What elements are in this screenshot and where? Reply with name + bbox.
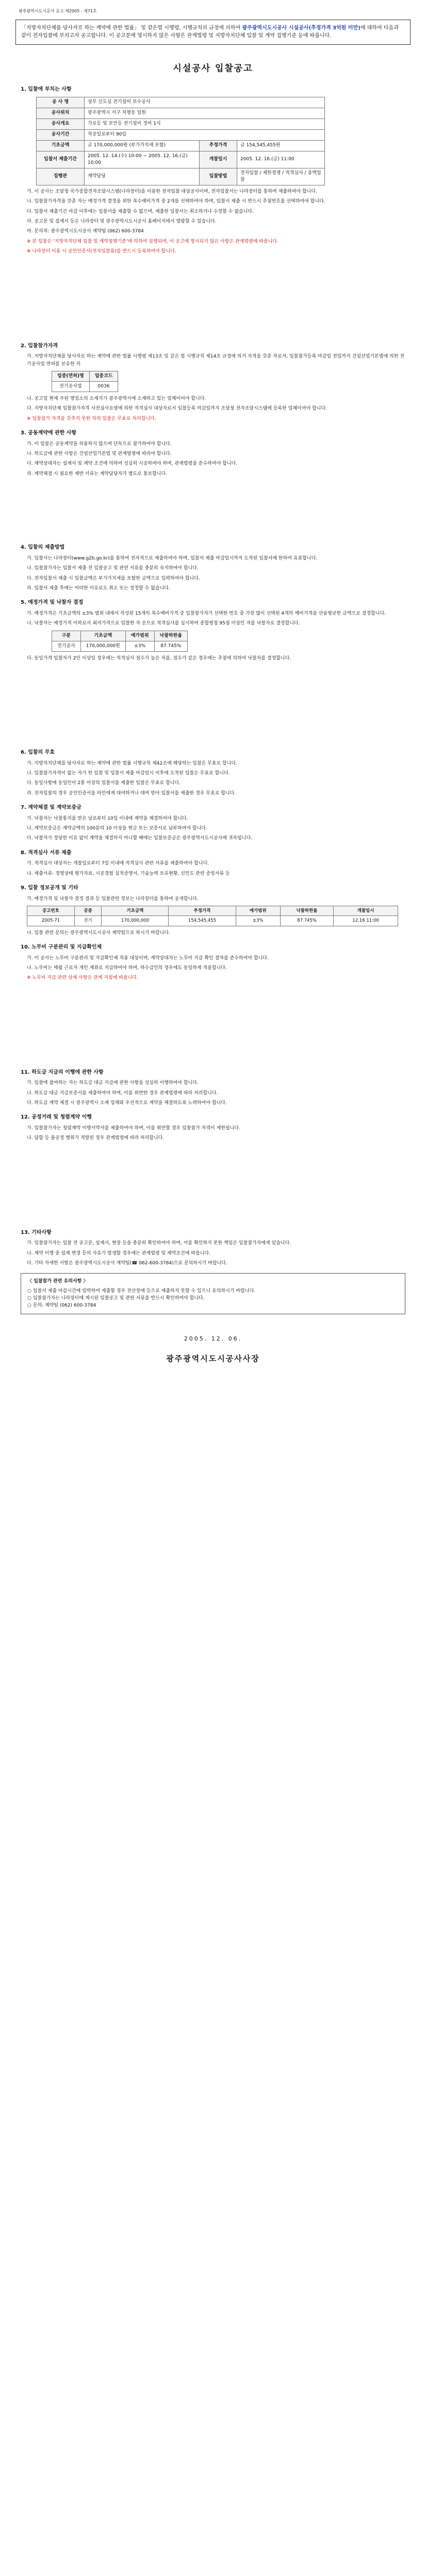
section-5 — [21, 599, 405, 662]
table-cell: ±3% — [236, 916, 280, 926]
column-header: 업종코드 — [89, 371, 118, 381]
lead-text-b: 에 대하여 다음과 같이 전자입찰에 부치고자 공고합니다. 이 공고문에 명시하지 않은 사항은 관계법령 및 지방자치단체 입찰 및 계약 집행기준 등에 따릅니다. — [21, 25, 399, 39]
s6-item: 다. 동일사항에 동일인이 2통 이상의 입찰서를 제출한 입찰은 무효로 합니다. — [27, 781, 181, 786]
cell-key: 공사개요 — [37, 118, 85, 129]
notice-box — [21, 1273, 405, 1314]
column-header: 예가범위 — [236, 906, 280, 916]
s7-item: 나. 계약보증금은 계약금액의 100분의 10 이상을 현금 또는 보증서로 납부하여야 합니다. — [27, 826, 207, 832]
table-cell: 전기공사 — [52, 641, 81, 651]
document-title: 시설공사 입찰공고 — [173, 63, 253, 74]
section-10 — [21, 944, 405, 982]
s13-item: 가. 입찰참가자는 입찰 전 공고문, 설계서, 현장 등을 충분히 확인하여야 하며, 이를 확인하지 못한 책임은 입찰참가자에게 있습니다. — [27, 1241, 291, 1246]
table-row — [52, 381, 118, 392]
s1-red-note: ※ 나라장터 이용 시 공인인증서(전자입찰용)를 반드시 등록하여야 합니다. — [27, 249, 176, 255]
s1-note: 라. 공고문 및 설계서 등은 나라장터 및 광주광역시도시공사 홈페이지에서 열람할 수 있습니다. — [27, 219, 217, 225]
table-row — [37, 151, 325, 168]
cell-key: 개찰일시 — [199, 151, 237, 168]
column-header: 공고번호 — [27, 906, 75, 916]
table-cell: 0036 — [89, 381, 118, 392]
s1-red-note: ※ 본 입찰은 ‘지방자치단체 입찰 및 계약집행기준’에 의하여 집행되며, 이 공고에 명시되지 않은 사항은 관계법령에 따릅니다. — [27, 239, 278, 244]
section-6 — [21, 749, 405, 797]
s6-item: 나. 입찰참가자격이 없는 자가 한 입찰 및 입찰서 제출 마감일시 이후에 도착된 입찰은 무효로 합니다. — [27, 770, 230, 776]
lead-text-a: 「지방자치단체를 당사자로 하는 계약에 관한 법률」 및 같은법 시행령, 시행규칙의 규정에 의하여 — [21, 25, 242, 31]
cell-key: 입찰서 제출기간 — [37, 151, 85, 168]
column-header: 예가범위 — [125, 631, 154, 641]
section-13-heading: 13. 기타사항 — [21, 1229, 52, 1235]
license-table — [52, 371, 118, 392]
section-8 — [21, 850, 405, 877]
column-header: 낙찰하한율 — [154, 631, 187, 641]
footer-date: 2005. 12. 06. — [184, 1335, 242, 1342]
s8-item: 가. 적격심사 대상자는 개찰일로부터 7일 이내에 적격심사 관련 서류를 제출하여야 합니다. — [27, 861, 209, 867]
table-cell: 87.745% — [154, 641, 187, 651]
table-row — [37, 168, 325, 185]
notice-number: 광주광역시도시공사 공고 제2005 - 제71호 — [19, 9, 97, 13]
section-10-heading: 10. 노무비 구분관리 및 지급확인제 — [21, 944, 102, 951]
column-header: 구분 — [52, 631, 81, 641]
s3-item: 가. 이 입찰은 공동계약을 허용하지 않으며 단독으로 참가하여야 합니다. — [27, 441, 172, 447]
s3-item: 나. 하도급에 관한 사항은 건설산업기본법 및 관계법령에 따라야 합니다. — [27, 451, 172, 457]
cell-value: 전자입찰 / 제한경쟁 / 적격심사 / 총액입찰 — [237, 168, 324, 185]
s9-item: 가. 예정가격 및 낙찰자 결정 결과 등 입찰관련 정보는 나라장터를 통하여 공개합니다. — [27, 896, 199, 902]
cell-value: 가로등 및 보안등 전기설비 정비 1식 — [85, 118, 325, 129]
section-4-heading: 4. 입찰의 제출방법 — [21, 545, 65, 551]
section-2 — [21, 343, 405, 423]
table-cell: 2005-71 — [27, 916, 75, 926]
notice-box-line: ○ 입찰서 제출 마감시간에 임박하여 제출할 경우 전산장애 등으로 제출하지 못할 수 있으니 유의하시기 바랍니다. — [27, 1288, 255, 1294]
s2-item: 가. 지방자치단체를 당사자로 하는 계약에 관한 법률 시행령 제13조 및 같은 법 시행규칙 제14조 규정에 의거 자격을 갖춘 자로서, 입찰참가등록 마감일 전일까지 건설산업기본법에 의한 전기공사업 면허를 보유한 자 — [27, 354, 404, 367]
s2-red-note: ※ 입찰참가 자격을 갖추지 못한 자의 입찰은 무효로 처리합니다. — [27, 416, 156, 421]
section-11 — [21, 1069, 405, 1107]
table-cell: 전기 — [74, 916, 101, 926]
s5-item: 다. 동일가격 입찰자가 2인 이상일 경우에는 적격심사 점수가 높은 자를, 점수가 같은 경우에는 추첨에 의하여 낙찰자를 결정합니다. — [27, 655, 291, 661]
notice-box-title: 〈 입찰참가 관련 유의사항 〉 — [27, 1279, 88, 1284]
s12-item: 가. 입찰참가자는 청렴계약 이행서약서를 제출하여야 하며, 이를 위반할 경우 입찰참가 자격이 제한됩니다. — [27, 1125, 240, 1131]
column-header: 기초금액 — [102, 906, 169, 916]
cell-key: 공사기간 — [37, 129, 85, 140]
estimate-table — [52, 631, 188, 652]
cell-value: 금 154,545,455원 — [237, 140, 324, 151]
section-1 — [21, 86, 405, 255]
s11-item: 가. 입찰에 참여하는 자는 하도급 대금 지급에 관한 사항을 성실히 이행하여야 합니다. — [27, 1080, 199, 1086]
footer-organization: 광주광역시도시공사사장 — [166, 1353, 260, 1363]
table-cell: 170,000,000원 — [80, 641, 125, 651]
section-1-heading: 1. 입찰에 부치는 사항 — [21, 87, 72, 93]
table-row — [37, 118, 325, 129]
column-header: 공종 — [74, 906, 101, 916]
table-cell: 전기공사업 — [52, 381, 90, 392]
s13-item: 다. 기타 자세한 사항은 광주광역시도시공사 계약팀(☎ 062-600-3784)으로 문의하시기 바랍니다. — [27, 1260, 227, 1266]
cell-value: 2005. 12. 14.(수) 10:00 ~ 2005. 12. 16.(금) 10:00 — [85, 151, 200, 168]
s7-item: 다. 낙찰자가 정당한 이유 없이 계약을 체결하지 아니할 때에는 입찰보증금은 광주광역시도시공사에 귀속됩니다. — [27, 836, 253, 841]
table-cell: 87.745% — [280, 916, 333, 926]
table-row — [37, 108, 325, 118]
s4-item: 라. 입찰서 제출 후에는 어떠한 이유로도 취소 또는 정정할 수 없습니다. — [27, 585, 170, 591]
section-2-heading: 2. 입찰참가자격 — [21, 343, 58, 349]
column-header: 개찰일시 — [334, 906, 398, 916]
s2-item: 다. 지방자치단체 입찰참가자격 사전심사요령에 의한 적격심사 대상자로서 입찰등록 마감일까지 조달청 전자조달시스템에 등록한 업체이어야 합니다. — [27, 406, 327, 412]
cell-value: 상무 신도심 전기설비 보수공사 — [85, 97, 325, 108]
section-8-heading: 8. 적격심사 서류 제출 — [21, 850, 72, 856]
bid-info-table — [36, 97, 325, 185]
s1-note: 다. 입찰서 제출기간 마감 이후에는 입찰서를 제출할 수 없으며, 제출한 입찰서는 취소하거나 수정할 수 없습니다. — [27, 209, 254, 214]
s10-item: 나. 노무비는 매월 근로자 개인 계좌로 지급하여야 하며, 하수급인의 경우에도 동일하게 적용합니다. — [27, 965, 227, 971]
s3-item: 다. 계약상대자는 설계서 및 계약 조건에 의하여 성실히 시공하여야 하며, 관계법령을 준수하여야 합니다. — [27, 461, 238, 467]
s13-item: 나. 계약 이행 중 설계 변경 등의 사유가 발생할 경우에는 관계법령 및 계약조건에 따릅니다. — [27, 1250, 210, 1256]
cell-value: 계약담당 — [85, 168, 200, 185]
cell-key: 기초금액 — [37, 140, 85, 151]
notice-box-line: ○ 입찰참가자는 나라장터에 게시된 입찰공고 및 관련 서류를 반드시 확인하여야 합니다. — [27, 1296, 205, 1301]
s1-note: 나. 입찰참가자격을 갖춘 자는 예정가격 결정을 위한 복수예비가격 중 2개를 선택하여야 하며, 입찰서 제출 시 반드시 추첨번호를 선택하여야 합니다. — [27, 199, 325, 205]
cell-key: 공사위치 — [37, 108, 85, 118]
cell-value: 광주광역시 서구 치평동 일원 — [85, 108, 325, 118]
s5-item: 가. 예정가격은 기초금액의 ±3% 범위 내에서 작성된 15개의 복수예비가격 중 입찰참가자가 선택한 번호 중 가장 많이 선택된 4개의 예비가격을 산술평균한 금액으로 결정합니다. — [27, 611, 386, 616]
section-11-heading: 11. 하도급 지급의 이행에 관한 사항 — [21, 1069, 104, 1075]
lead-paragraph — [15, 20, 411, 45]
summary-table — [27, 906, 398, 926]
cell-key: 공 사 명 — [37, 97, 85, 108]
s7-item: 가. 낙찰자는 낙찰통지를 받은 날로부터 10일 이내에 계약을 체결하여야 합니다. — [27, 816, 188, 821]
column-header: 업종(면허)명 — [52, 371, 90, 381]
section-4 — [21, 544, 405, 592]
section-3 — [21, 430, 405, 478]
section-7 — [21, 804, 405, 842]
table-row — [37, 129, 325, 140]
cell-value: 금 170,000,000원 (부가가치세 포함) — [85, 140, 200, 151]
s1-note: 마. 문의처: 광주광역시도시공사 계약팀 (062) 600-3784 — [27, 229, 144, 234]
s12-item: 나. 담합 등 불공정 행위가 적발된 경우 관계법령에 따라 처리합니다. — [27, 1136, 165, 1141]
s1-note: 가. 이 공사는 조달청 국가종합전자조달시스템(나라장터)을 이용한 전자입찰 대상공사이며, 전자입찰서는 나라장터를 통하여 제출하여야 합니다. — [27, 189, 317, 194]
s9-item: 나. 입찰 관련 문의는 광주광역시도시공사 계약팀으로 하시기 바랍니다. — [27, 930, 170, 936]
table-row — [52, 641, 188, 651]
column-header: 추정가격 — [169, 906, 236, 916]
s4-item: 다. 전자입찰서 제출 시 입찰금액은 부가가치세를 포함한 금액으로 입력하여야 합니다. — [27, 575, 200, 581]
s10-item: 가. 이 공사는 노무비 구분관리 및 지급확인제 적용 대상이며, 계약상대자는 노무비 지급 확인 절차를 준수하여야 합니다. — [27, 955, 269, 961]
cell-value: 2005. 12. 16.(금) 11:00 — [237, 151, 324, 168]
s2-item: 나. 공고일 현재 주된 영업소의 소재지가 광주광역시에 소재하고 있는 업체이어야 합니다. — [27, 396, 206, 402]
column-header: 기초금액 — [80, 631, 125, 641]
s6-item: 가. 지방자치단체를 당사자로 하는 계약에 관한 법률 시행규칙 제42조에 해당하는 입찰은 무효로 합니다. — [27, 760, 237, 766]
table-cell: ±3% — [125, 641, 154, 651]
section-9-heading: 9. 입찰 정보공개 및 기타 — [21, 885, 78, 891]
section-5-heading: 5. 예정가격 및 낙찰자 결정 — [21, 600, 84, 606]
section-13 — [21, 1229, 405, 1267]
lead-text-highlight: 광주광역시도시공사 시설공사(추정가격 3억원 미만) — [242, 25, 361, 31]
s4-item: 가. 입찰서는 나라장터(www.g2b.go.kr)를 통하여 전자적으로 제출하여야 하며, 입찰서 제출 마감일시까지 도착된 입찰서에 한하여 유효합니다. — [27, 555, 318, 561]
section-12 — [21, 1114, 405, 1142]
table-cell: 12.16 11:00 — [334, 916, 398, 926]
s10-red-note: ※ 노무비 지급 관련 상세 사항은 관계 지침에 따릅니다. — [27, 975, 138, 981]
notice-box-line: ○ 문의: 계약팀 (062) 600-3784 — [27, 1303, 96, 1309]
s5-item: 나. 낙찰자는 예정가격 이하로서 최저가격으로 입찰한 자 순으로 적격심사를 실시하여 종합평점 95점 이상인 자를 낙찰자로 결정합니다. — [27, 621, 300, 626]
section-12-heading: 12. 공정거래 및 청렴계약 이행 — [21, 1114, 92, 1121]
s8-item: 나. 제출서류: 경영상태 평가자료, 시공경험 실적증명서, 기술능력 보유현황, 신인도 관련 증빙서류 등 — [27, 871, 230, 876]
table-row — [37, 140, 325, 151]
table-row — [37, 97, 325, 108]
s3-item: 라. 계약체결 시 필요한 제반 서류는 계약담당자가 별도로 통보합니다. — [27, 471, 168, 477]
section-9 — [21, 885, 405, 937]
s4-item: 나. 입찰참가자는 입찰서 제출 전 입찰공고 및 관련 서류를 충분히 숙지하여야 합니다. — [27, 566, 199, 571]
column-header: 낙찰하한율 — [280, 906, 333, 916]
s11-item: 다. 하도급 계약 체결 시 광주광역시 소재 업체와 우선적으로 계약을 체결하도록 노력하여야 합니다. — [27, 1100, 227, 1106]
cell-key: 추정가격 — [199, 140, 237, 151]
cell-key: 집행관 — [37, 168, 85, 185]
s11-item: 나. 하도급 대금 지급보증서를 제출하여야 하며, 이를 위반한 경우 관계법령에 따라 처리합니다. — [27, 1090, 218, 1096]
s6-item: 라. 전자입찰의 경우 공인인증서를 타인에게 대여하거나 대여 받아 입찰서를 제출한 경우 무효로 합니다. — [27, 790, 236, 796]
cell-value: 착공일로부터 90일 — [85, 129, 325, 140]
table-row — [27, 916, 398, 926]
cell-key: 입찰방법 — [199, 168, 237, 185]
table-cell: 170,000,000 — [102, 916, 169, 926]
section-3-heading: 3. 공동계약에 관한 사항 — [21, 430, 77, 436]
section-6-heading: 6. 입찰의 무효 — [21, 750, 55, 756]
section-7-heading: 7. 계약체결 및 계약보증금 — [21, 805, 81, 811]
table-cell: 154,545,455 — [169, 916, 236, 926]
